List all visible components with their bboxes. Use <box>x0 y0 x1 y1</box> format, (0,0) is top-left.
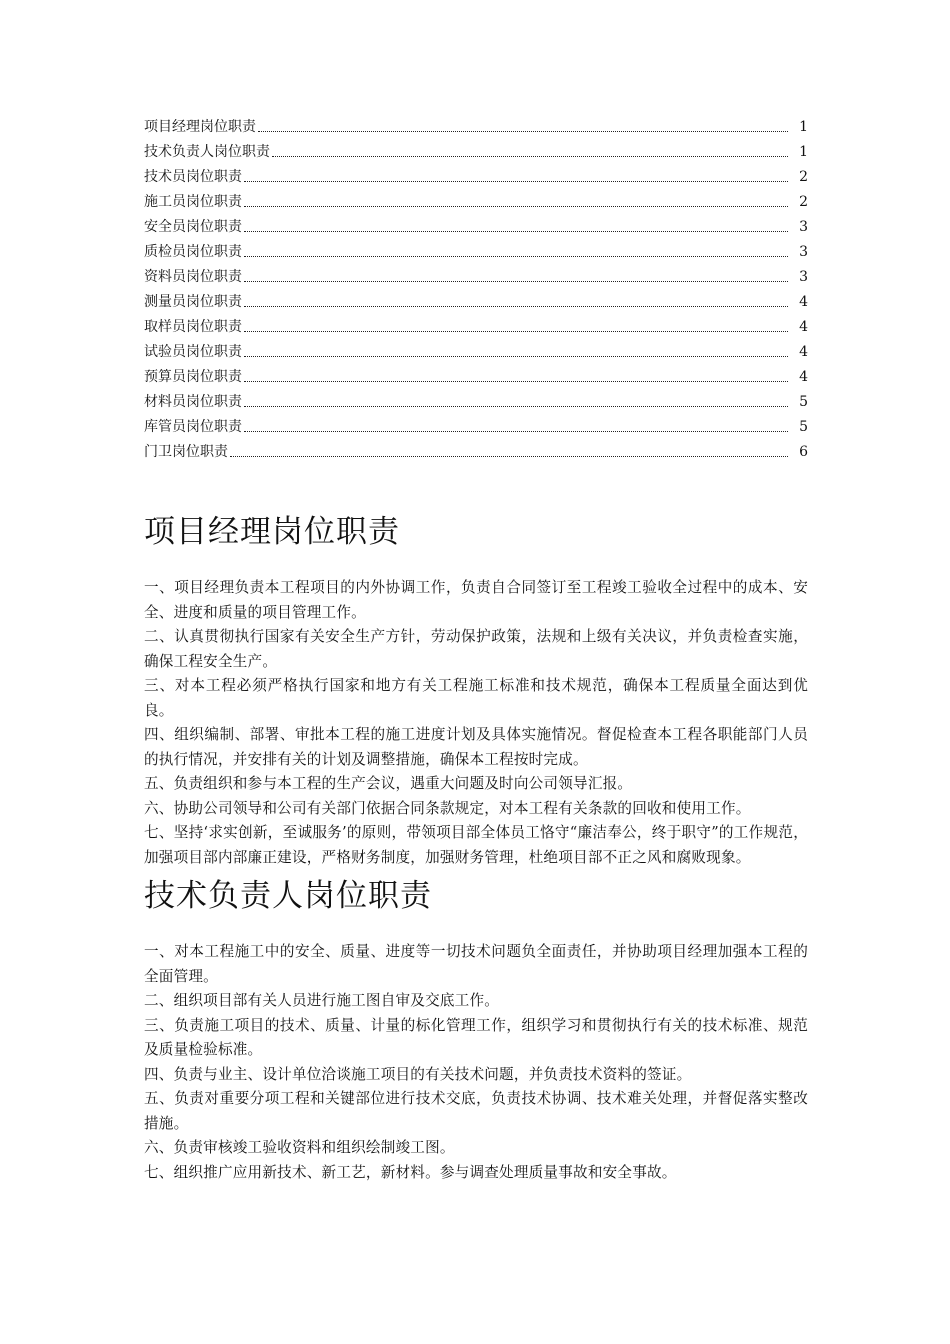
section-paragraph: 七、组织推广应用新技术、新工艺，新材料。参与调查处理质量事故和安全事故。 <box>144 1163 677 1181</box>
toc-dot-leader <box>258 130 788 132</box>
toc-entry-title: 预算员岗位职责 <box>144 369 242 385</box>
toc-entry-title: 技术负责人岗位职责 <box>144 144 270 160</box>
toc-dot-leader <box>244 205 788 207</box>
toc-entry[interactable] <box>144 165 808 190</box>
section-technical-lead <box>144 876 808 1185</box>
section-project-manager <box>144 512 808 870</box>
toc-entry[interactable] <box>144 265 808 290</box>
toc-entry[interactable] <box>144 440 808 465</box>
toc-entry-title: 门卫岗位职责 <box>144 444 228 460</box>
section-paragraph: 三、负责施工项目的技术、质量、计量的标化管理工作，组织学习和贯彻执行有关的技术标准、规范及质量检验标准。 <box>144 1016 808 1058</box>
toc-entry-title: 项目经理岗位职责 <box>144 119 256 135</box>
toc-dot-leader <box>244 280 788 282</box>
toc-page-number: 3 <box>799 219 808 235</box>
toc-page-number: 4 <box>799 344 808 360</box>
toc-entry-title: 质检员岗位职责 <box>144 244 242 260</box>
section-paragraph: 五、负责组织和参与本工程的生产会议，遇重大问题及时向公司领导汇报。 <box>144 775 633 792</box>
toc-entry-title: 材料员岗位职责 <box>144 394 242 410</box>
toc-page-number: 1 <box>799 119 808 135</box>
toc-dot-leader <box>244 355 788 357</box>
toc-entry[interactable] <box>144 115 808 140</box>
toc-dot-leader <box>244 305 788 307</box>
toc-entry[interactable] <box>144 415 808 440</box>
toc-page-number: 5 <box>799 394 808 410</box>
toc-page-number: 1 <box>799 144 808 160</box>
section-paragraph: 一、项目经理负责本工程项目的内外协调工作，负责自合同签订至工程竣工验收全过程中的成本、安全、进度和质量的项目管理工作。 <box>144 579 808 621</box>
toc-entry[interactable] <box>144 190 808 215</box>
toc-entry-title: 试验员岗位职责 <box>144 344 242 360</box>
toc-entry[interactable] <box>144 340 808 365</box>
section-paragraph: 二、组织项目部有关人员进行施工图自审及交底工作。 <box>144 992 500 1009</box>
toc-dot-leader <box>230 455 788 457</box>
toc-dot-leader <box>244 330 788 332</box>
toc-page-number: 2 <box>799 194 808 210</box>
toc-entry[interactable] <box>144 365 808 390</box>
toc-entry-title: 取样员岗位职责 <box>144 319 242 335</box>
section-paragraph: 一、对本工程施工中的安全、质量、进度等一切技术问题负全面责任，并协助项目经理加强本工程的全面管理。 <box>144 943 808 985</box>
toc-dot-leader <box>244 255 788 257</box>
toc-dot-leader <box>272 155 788 157</box>
toc-entry-title: 施工员岗位职责 <box>144 194 242 210</box>
section-paragraph: 四、组织编制、部署、审批本工程的施工进度计划及具体实施情况。督促检查本工程各职能部门人员的执行情况，并安排有关的计划及调整措施，确保本工程按时完成。 <box>144 726 808 768</box>
document-page <box>144 115 808 1185</box>
toc-page-number: 4 <box>799 369 808 385</box>
toc-page-number: 3 <box>799 269 808 285</box>
toc-dot-leader <box>244 380 788 382</box>
toc-page-number: 4 <box>799 294 808 310</box>
toc-dot-leader <box>244 405 788 407</box>
toc-entry-title: 测量员岗位职责 <box>144 294 242 310</box>
toc-dot-leader <box>244 180 788 182</box>
toc-entry[interactable] <box>144 390 808 415</box>
section-heading: 项目经理岗位职责 <box>144 514 400 550</box>
toc-dot-leader <box>244 230 788 232</box>
section-paragraph: 六、协助公司领导和公司有关部门依据合同条款规定，对本工程有关条款的回收和使用工作。 <box>144 799 751 817</box>
toc-entry-title: 安全员岗位职责 <box>144 219 242 235</box>
section-paragraph: 七、坚持‘求实创新，至诚服务’的原则，带领项目部全体员工恪守“廉洁奉公，终于职守”的工作规范，加强项目部内部廉正建设，严格财务制度，加强财务管理，杜绝项目部不正之风和腐败现象。 <box>144 824 808 866</box>
section-paragraph: 四、负责与业主、设计单位洽谈施工项目的有关技术问题，并负责技术资料的签证。 <box>144 1065 692 1083</box>
section-heading: 技术负责人岗位职责 <box>144 878 432 914</box>
table-of-contents <box>144 115 808 465</box>
toc-page-number: 4 <box>799 319 808 335</box>
toc-entry[interactable] <box>144 315 808 340</box>
toc-entry[interactable] <box>144 290 808 315</box>
toc-page-number: 3 <box>799 244 808 260</box>
section-paragraph: 二、认真贯彻执行国家有关安全生产方针，劳动保护政策，法规和上级有关决议，并负责检查实施，确保工程安全生产。 <box>144 628 808 670</box>
toc-page-number: 6 <box>799 444 808 460</box>
toc-entry-title: 资料员岗位职责 <box>144 269 242 285</box>
toc-dot-leader <box>244 430 788 432</box>
toc-page-number: 2 <box>799 169 808 185</box>
toc-entry[interactable] <box>144 240 808 265</box>
section-paragraph: 三、对本工程必须严格执行国家和地方有关工程施工标准和技术规范，确保本工程质量全面达到优良。 <box>144 677 808 719</box>
toc-entry-title: 技术员岗位职责 <box>144 169 242 185</box>
section-paragraph: 六、负责审核竣工验收资料和组织绘制竣工图。 <box>144 1139 455 1156</box>
toc-page-number: 5 <box>799 419 808 435</box>
toc-entry[interactable] <box>144 140 808 165</box>
toc-entry-title: 库管员岗位职责 <box>144 419 242 435</box>
toc-entry[interactable] <box>144 215 808 240</box>
section-paragraph: 五、负责对重要分项工程和关键部位进行技术交底，负责技术协调、技术难关处理，并督促落实整改措施。 <box>144 1090 808 1132</box>
